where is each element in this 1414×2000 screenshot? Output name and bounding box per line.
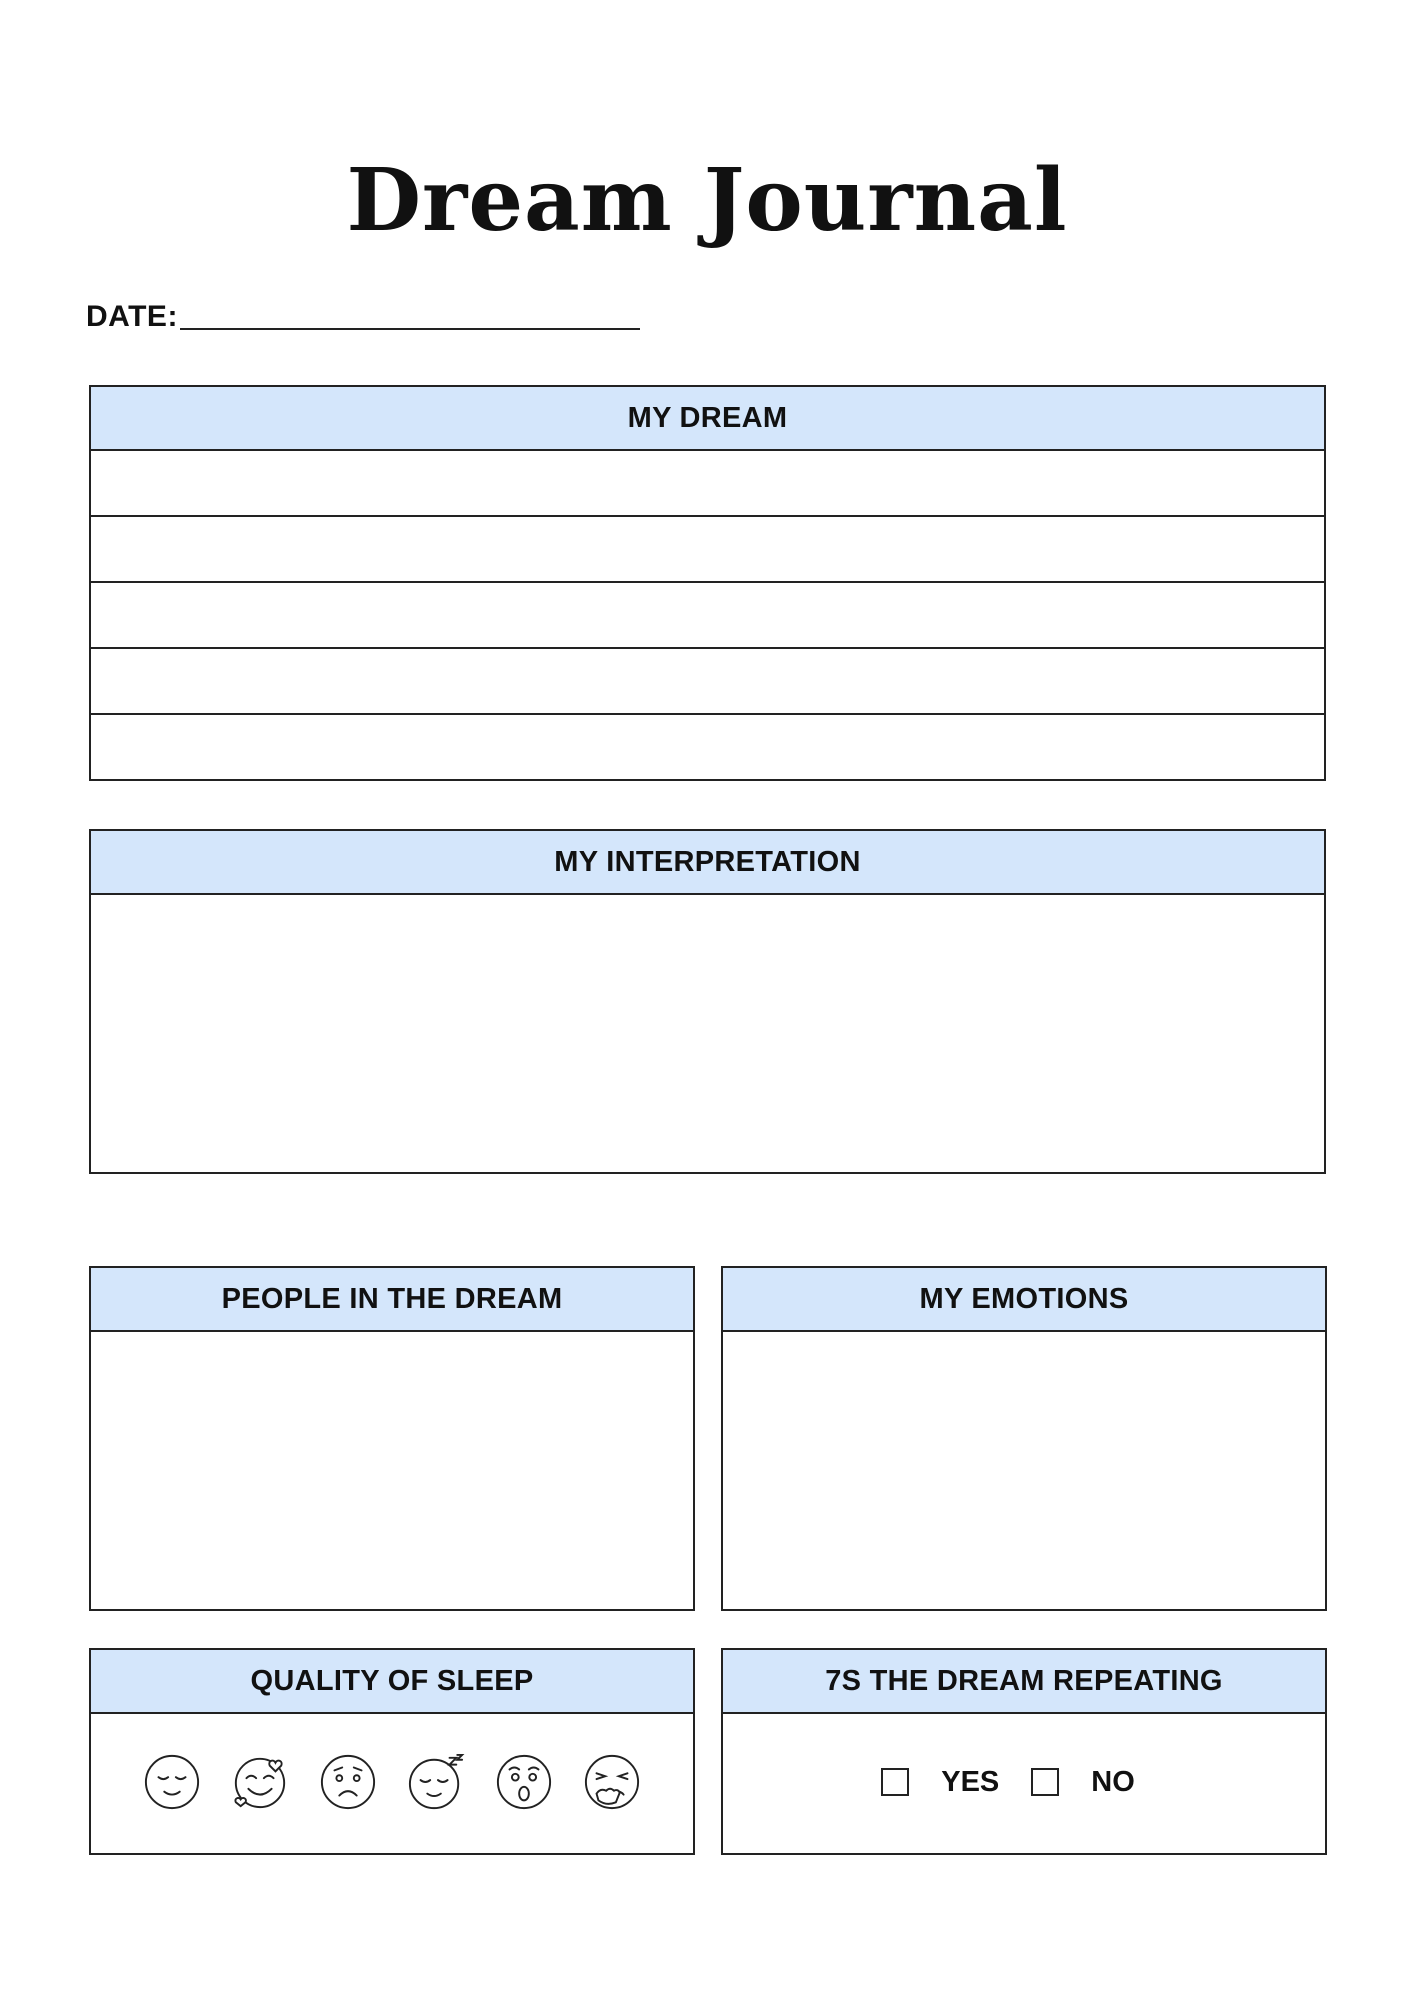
emotions-writing-area[interactable] bbox=[723, 1332, 1325, 1609]
interpretation-box bbox=[89, 829, 1326, 1174]
repeating-header: 7S THE DREAM REPEATING bbox=[723, 1650, 1325, 1714]
dream-line-1[interactable] bbox=[91, 451, 1324, 517]
sleepy-face-icon[interactable] bbox=[407, 1753, 465, 1811]
date-row bbox=[86, 300, 640, 334]
dream-line-2[interactable] bbox=[91, 517, 1324, 583]
yes-label: YES bbox=[941, 1765, 1000, 1798]
date-input-line[interactable] bbox=[180, 328, 640, 330]
worried-face-icon[interactable] bbox=[319, 1753, 377, 1811]
dream-line-5[interactable] bbox=[91, 715, 1324, 781]
my-dream-header: MY DREAM bbox=[91, 387, 1324, 451]
sleep-faces bbox=[91, 1714, 693, 1850]
dream-line-4[interactable] bbox=[91, 649, 1324, 715]
interpretation-header: MY INTERPRETATION bbox=[91, 831, 1324, 895]
content-face-icon[interactable] bbox=[143, 1753, 201, 1811]
my-dream-box bbox=[89, 385, 1326, 781]
yawning-face-icon[interactable] bbox=[583, 1753, 641, 1811]
dream-line-3[interactable] bbox=[91, 583, 1324, 649]
emotions-header: MY EMOTIONS bbox=[723, 1268, 1325, 1332]
interpretation-writing-area[interactable] bbox=[91, 895, 1324, 1172]
page-title: Dream Journal bbox=[346, 150, 1068, 251]
no-checkbox[interactable] bbox=[1031, 1768, 1059, 1796]
loving-face-icon[interactable] bbox=[231, 1753, 289, 1811]
repeating-choices bbox=[723, 1714, 1325, 1850]
people-writing-area[interactable] bbox=[91, 1332, 693, 1609]
surprised-face-icon[interactable] bbox=[495, 1753, 553, 1811]
emotions-box bbox=[721, 1266, 1327, 1611]
people-header: PEOPLE IN THE DREAM bbox=[91, 1268, 693, 1332]
no-label: NO bbox=[1091, 1765, 1135, 1798]
repeating-box bbox=[721, 1648, 1327, 1855]
sleep-quality-box bbox=[89, 1648, 695, 1855]
yes-checkbox[interactable] bbox=[881, 1768, 909, 1796]
date-label: DATE: bbox=[86, 300, 178, 333]
sleep-quality-header: QUALITY OF SLEEP bbox=[91, 1650, 693, 1714]
people-box bbox=[89, 1266, 695, 1611]
